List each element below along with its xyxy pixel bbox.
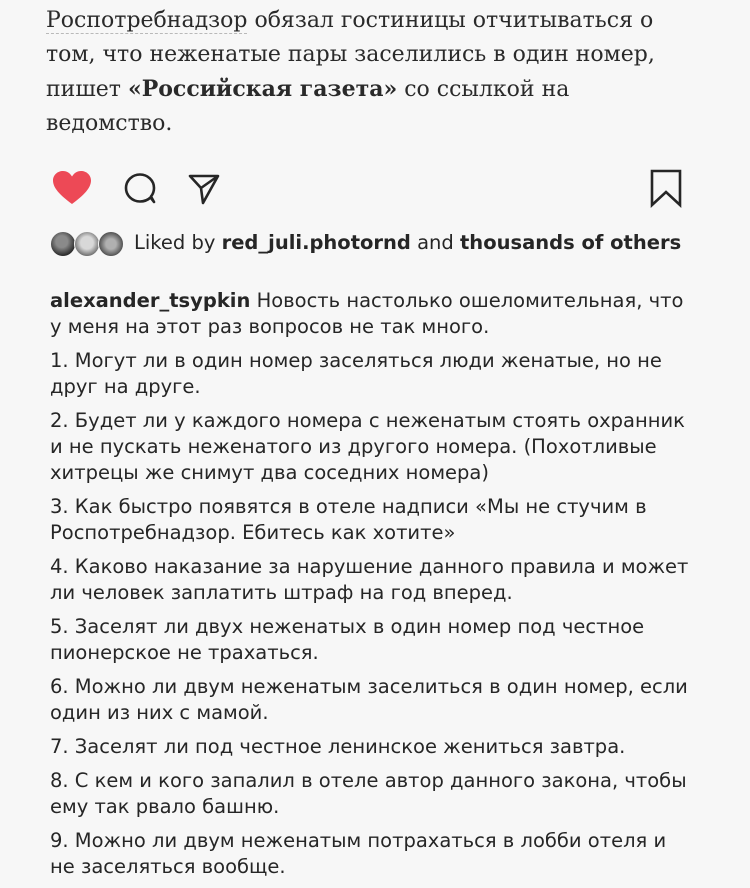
- avatar: [74, 231, 100, 257]
- share-icon: [186, 170, 222, 206]
- likes-summary: [50, 228, 690, 257]
- caption-item: 9. Можно ли двум неженатым потрахаться в лобби отеля и не заселяться вообще.: [50, 829, 667, 878]
- like-button[interactable]: [50, 166, 94, 210]
- caption-item: 1. Могут ли в один номер заселяться люди женатые, но не друг на друге.: [50, 349, 662, 398]
- article-line-2: том, что неженатые пары заселились в один номер,: [46, 42, 655, 67]
- likes-prefix: Liked by: [134, 231, 222, 254]
- post-caption: [50, 288, 690, 888]
- likes-others-link[interactable]: thousands of others: [459, 231, 682, 254]
- post-action-bar: [50, 166, 690, 210]
- comment-icon: [122, 170, 158, 206]
- article-line-1: [46, 4, 726, 38]
- likes-text: [50, 228, 690, 257]
- caption-username-link[interactable]: alexander_tsypkin: [50, 289, 251, 312]
- avatar: [98, 231, 124, 257]
- caption-item: 3. Как быстро появятся в отеле надписи «Мы не стучим в Роспотребнадзор. Ебитесь как хотите»: [50, 495, 647, 544]
- bookmark-icon: [648, 168, 684, 208]
- caption-item: 2. Будет ли у каждого номера с неженатым стоять охранник и не пускать неженатого из другого номера. (Похотливые хитрецы же снимут два соседних номера): [50, 409, 685, 484]
- caption-item: 8. С кем и кого запалил в отеле автор данного закона, чтобы ему так рвало башню.: [50, 769, 687, 818]
- article-line-4: ведомство.: [46, 111, 173, 136]
- article-source-name: «Российская газета»: [127, 76, 398, 102]
- save-button[interactable]: [644, 166, 688, 210]
- caption-item: 5. Заселят ли двух неженатых в один номер под честное пионерское не трахаться.: [50, 615, 645, 664]
- caption-intro-text: Новость настолько ошеломительная, что у меня на этот раз вопросов не так много.: [50, 289, 684, 338]
- article-text: со ссылкой на: [397, 77, 570, 102]
- heart-icon: [52, 170, 92, 206]
- caption-item: 6. Можно ли двум неженатым заселиться в один номер, если один из них с мамой.: [50, 675, 688, 724]
- article-excerpt: [46, 4, 726, 141]
- share-button[interactable]: [182, 166, 226, 210]
- liker-username-link[interactable]: red_juli.photornd: [221, 231, 411, 254]
- article-link-rospotrebnadzor[interactable]: Роспотребнадзор: [46, 8, 248, 33]
- article-text: обязал гостиницы отчитываться о: [247, 8, 654, 33]
- article-text: пишет: [46, 77, 128, 102]
- caption-item: 4. Каково наказание за нарушение данного правила и может ли человек заплатить штраф на год вперед.: [50, 555, 689, 604]
- likes-middle: and: [410, 231, 460, 254]
- article-line-3: [46, 72, 726, 107]
- avatar: [50, 231, 76, 257]
- caption-item: 7. Заселят ли под честное ленинское жениться завтра.: [50, 735, 626, 758]
- liker-avatars[interactable]: [50, 231, 130, 257]
- caption-intro: [50, 288, 690, 340]
- comment-button[interactable]: [118, 166, 162, 210]
